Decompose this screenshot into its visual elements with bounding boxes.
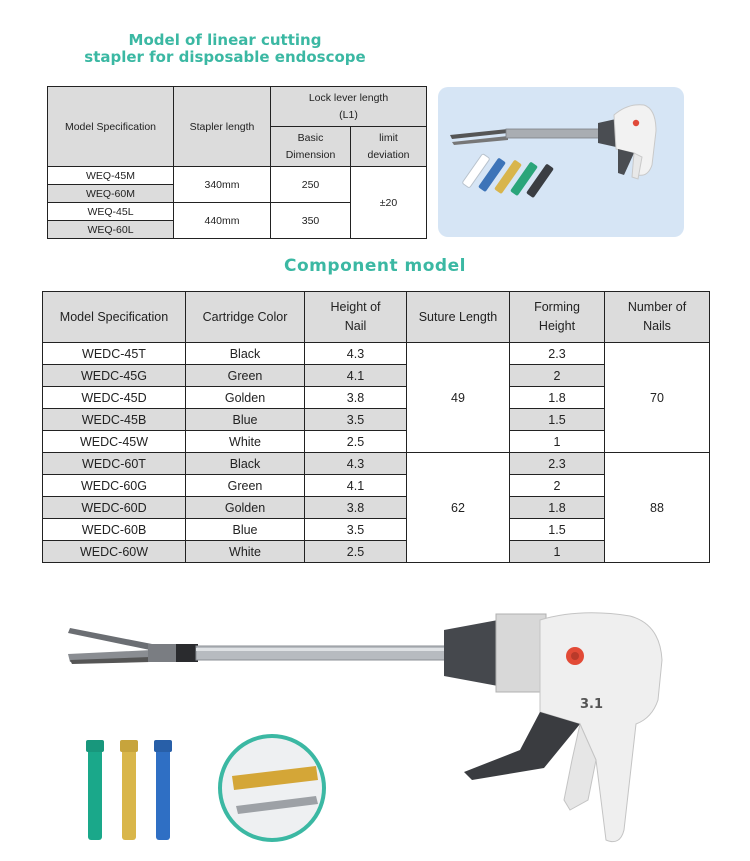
header-number-of-nails — [605, 292, 710, 343]
section1-title-line1: Model of linear cutting — [128, 31, 322, 49]
table-row — [43, 453, 710, 475]
section1-title — [60, 32, 390, 66]
stapler-length-340: 340mm — [174, 167, 271, 203]
forming-line2: Height — [538, 319, 576, 333]
header-basic-dimension — [271, 127, 351, 167]
cartridge-green — [86, 740, 104, 840]
cell-model: WEDC-45T — [43, 343, 186, 365]
cell-forming: 1 — [510, 541, 605, 563]
cell-color: Blue — [186, 519, 305, 541]
cell-height: 3.8 — [305, 497, 407, 519]
cell-color: Green — [186, 475, 305, 497]
cell-nails-60: 88 — [605, 453, 710, 563]
cell-model: WEDC-60D — [43, 497, 186, 519]
limit-deviation-value: ±20 — [351, 167, 427, 239]
table-row-model: WEQ-45L — [48, 203, 174, 221]
limit-dev-line1: limit — [379, 131, 398, 144]
cell-forming: 1.8 — [510, 497, 605, 519]
stapler-spec-table — [47, 86, 427, 239]
cell-model: WEDC-45B — [43, 409, 186, 431]
cell-model: WEDC-60W — [43, 541, 186, 563]
component-model-table — [42, 291, 710, 563]
limit-dev-line2: deviation — [367, 148, 410, 161]
cell-model: WEDC-45W — [43, 431, 186, 453]
forming-line1: Forming — [534, 300, 580, 314]
cell-height: 2.5 — [305, 541, 407, 563]
header-cartridge-color: Cartridge Color — [186, 292, 305, 343]
header-suture-length: Suture Length — [407, 292, 510, 343]
cell-model: WEDC-60T — [43, 453, 186, 475]
cell-forming: 2.3 — [510, 343, 605, 365]
cell-suture-length-45: 49 — [407, 343, 510, 453]
lock-lever-label: Lock lever length — [308, 91, 389, 104]
cell-color: Blue — [186, 409, 305, 431]
header-forming-height — [510, 292, 605, 343]
cell-forming: 1.5 — [510, 409, 605, 431]
cell-height: 2.5 — [305, 431, 407, 453]
cell-model: WEDC-45G — [43, 365, 186, 387]
cell-height: 4.3 — [305, 343, 407, 365]
table-row — [43, 343, 710, 365]
section1-title-line2: stapler for disposable endoscope — [84, 48, 366, 66]
lock-lever-unit: (L1) — [339, 108, 358, 121]
cell-color: Golden — [186, 497, 305, 519]
cell-model: WEDC-60G — [43, 475, 186, 497]
cell-height: 4.1 — [305, 365, 407, 387]
cell-color: Black — [186, 453, 305, 475]
cell-color: White — [186, 431, 305, 453]
cell-forming: 2 — [510, 475, 605, 497]
cell-height: 3.5 — [305, 519, 407, 541]
basic-dim-line1: Basic — [297, 131, 324, 144]
header-stapler-length: Stapler length — [174, 87, 271, 167]
stapler-length-440: 440mm — [174, 203, 271, 239]
cell-forming: 2.3 — [510, 453, 605, 475]
cell-color: Green — [186, 365, 305, 387]
stapler-device-illustration — [40, 600, 720, 860]
cell-forming: 1.8 — [510, 387, 605, 409]
basic-dimension-250: 250 — [271, 167, 351, 203]
cell-forming: 1 — [510, 431, 605, 453]
cell-nails-45: 70 — [605, 343, 710, 453]
stapler-with-cartridges-illustration — [438, 87, 684, 237]
cell-color: Black — [186, 343, 305, 365]
header-height-of-nail — [305, 292, 407, 343]
header-limit-deviation — [351, 127, 427, 167]
basic-dim-line2: Dimension — [285, 148, 336, 161]
cell-color: Golden — [186, 387, 305, 409]
cell-height: 4.1 — [305, 475, 407, 497]
stapler-product-image — [438, 87, 684, 237]
section2-title: Component model — [284, 256, 466, 276]
cell-model: WEDC-60B — [43, 519, 186, 541]
cell-suture-length-60: 62 — [407, 453, 510, 563]
cartridge-blue — [154, 740, 172, 840]
table-row-model: WEQ-60M — [48, 185, 174, 203]
basic-dimension-350: 350 — [271, 203, 351, 239]
nails-line1: Number of — [627, 300, 687, 314]
cartridge-gold — [120, 740, 138, 840]
height-nail-line2: Nail — [344, 319, 367, 333]
cell-color: White — [186, 541, 305, 563]
device-label: 3.1 — [580, 697, 604, 712]
table-row-model: WEQ-60L — [48, 221, 174, 239]
header-model-spec: Model Specification — [48, 87, 174, 167]
cell-height: 4.3 — [305, 453, 407, 475]
header-lock-lever — [271, 87, 427, 127]
cell-height: 3.5 — [305, 409, 407, 431]
header-model-spec: Model Specification — [43, 292, 186, 343]
cell-height: 3.8 — [305, 387, 407, 409]
cell-model: WEDC-45D — [43, 387, 186, 409]
nails-line2: Nails — [643, 319, 671, 333]
height-nail-line1: Height of — [330, 300, 381, 314]
cell-forming: 2 — [510, 365, 605, 387]
cell-forming: 1.5 — [510, 519, 605, 541]
table-row-model: WEQ-45M — [48, 167, 174, 185]
